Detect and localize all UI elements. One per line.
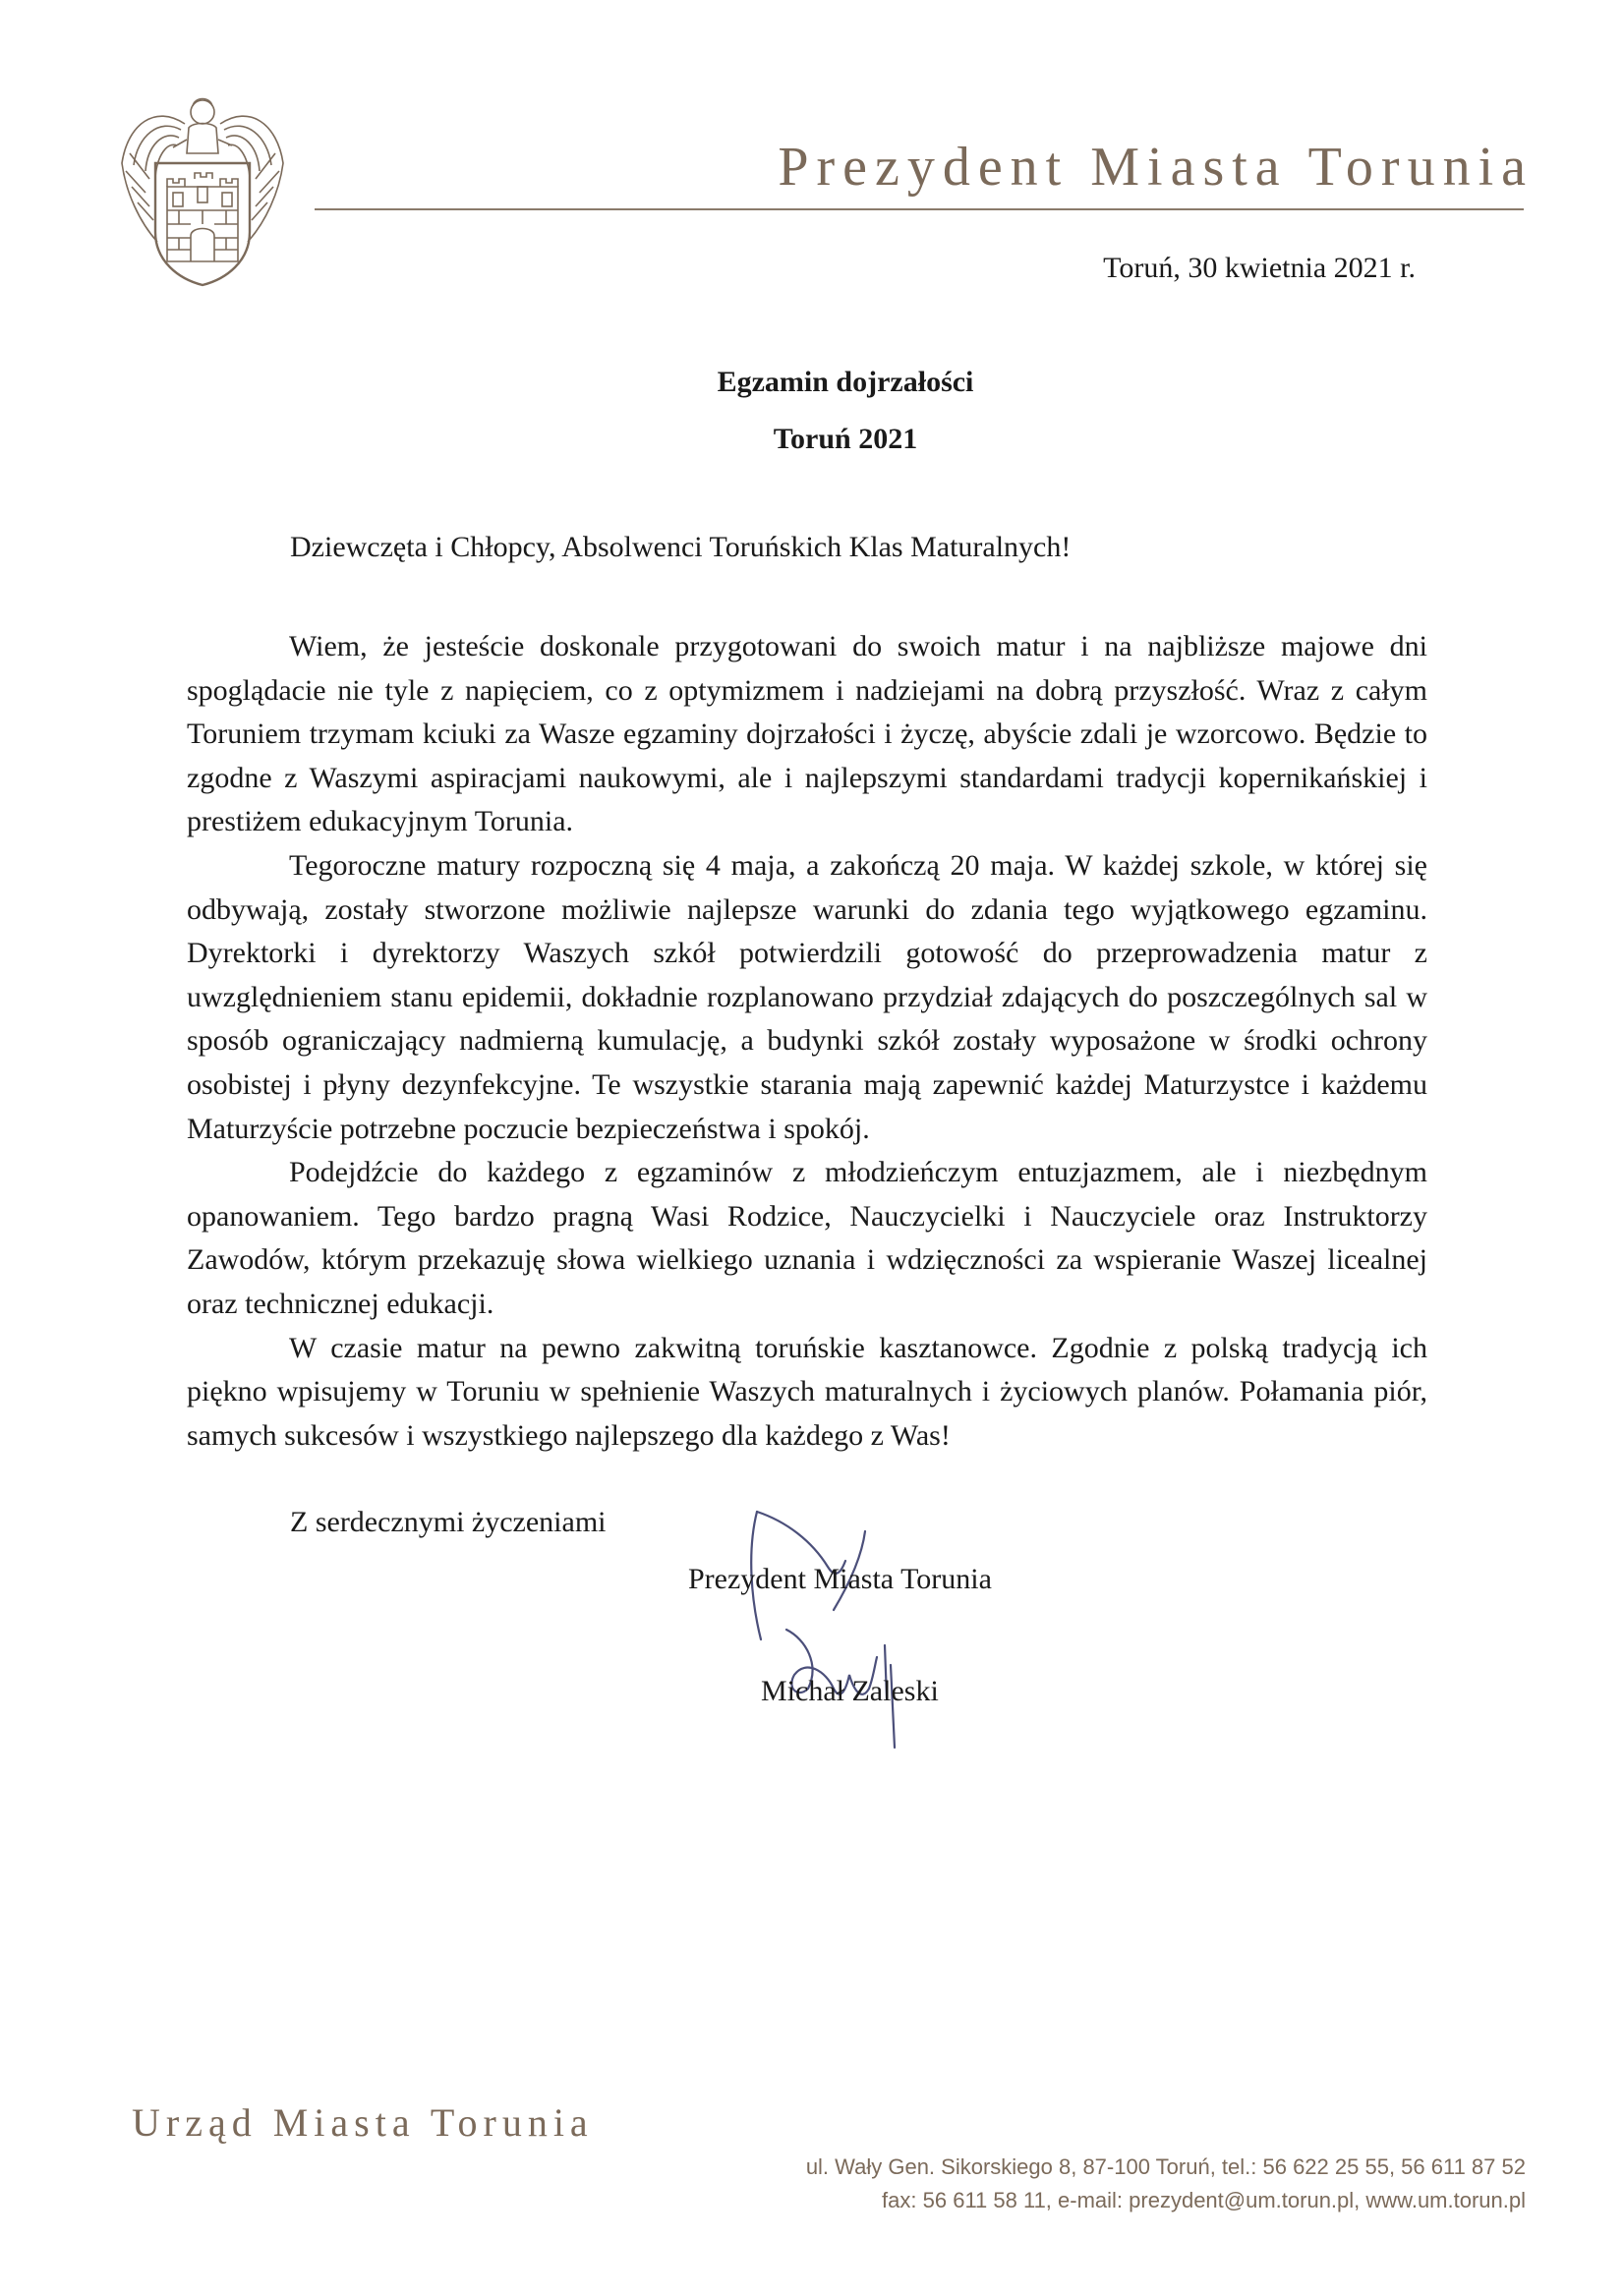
address-line: ul. Wały Gen. Sikorskiego 8, 87-100 Toruń, tel.: 56 622 25 55, 56 611 87 52	[805, 2154, 1526, 2179]
signer-title: Prezydent Miasta Torunia	[688, 1563, 992, 1595]
body-paragraph: W czasie matur na pewno zakwitną toruńskie kasztanowce. Zgodnie z polską tradycją ich piękno wpisujemy w Toruniu w spełnienie Waszych maturalnych i życiowych planów. Połamania piór, samych sukcesów i wszystkiego najlepszego dla każdego z Was!	[187, 1331, 1427, 1452]
closing: Z serdecznymi życzeniami	[290, 1506, 607, 1538]
torun-coat-of-arms-icon	[116, 85, 289, 291]
letter-body	[187, 625, 1427, 1458]
signer-name: Michał Zaleski	[761, 1675, 939, 1707]
body-paragraph: Podejdźcie do każdego z egzaminów z młodzieńczym entuzjazmem, ale i niezbędnym opanowaniem. Tego bardzo pragną Wasi Rodzice, Nauczycielki i Nauczyciele oraz Instruktorzy Zawodów, którym przekazuję słowa wielkiego uznania i wdzięczności za wspieranie Waszej licealnej oraz technicznej edukacji.	[187, 1156, 1427, 1320]
office-name: Urząd Miasta Torunia	[132, 2100, 594, 2145]
salutation: Dziewczęta i Chłopcy, Absolwenci Toruńskich Klas Maturalnych!	[290, 531, 1072, 563]
signature-icon	[718, 1492, 973, 1757]
body-paragraph: Tegoroczne matury rozpoczną się 4 maja, a zakończą 20 maja. W każdej szkole, w której się odbywają, zostały stworzone możliwie najlepsze warunki do zdania tego wyjątkowego egzaminu. Dyrektorki i dyrektorzy Waszych szkół potwierdzili gotowość do przeprowadzenia matur z uwzględnieniem stanu epidemii, dokładnie rozplanowano przydział zdających do poszczególnych sal w sposób ograniczający nadmierną kumulację, a budynki szkół zostały wyposażone w środki ochrony osobistej i płyny dezynfekcyjne. Te wszystkie starania mają zapewnić każdej Maturzystce i każdemu Maturzyście potrzebne poczucie bezpieczeństwa i spokój.	[187, 848, 1427, 1145]
org-title: Prezydent Miasta Torunia	[778, 137, 1534, 198]
body-paragraph: Wiem, że jesteście doskonale przygotowani do swoich matur i na najbliższe majowe dni spoglądacie nie tyle z napięciem, co z optymizmem i nadziejami na dobrą przyszłość. Wraz z całym Toruniem trzymam kciuki za Wasze egzaminy dojrzałości i życzę, abyście zdali je wzorcowo. Będzie to zgodne z Waszymi aspiracjami naukowymi, ale i najlepszymi standardami tradycji kopernikańskiej i prestiżem edukacyjnym Torunia.	[187, 630, 1427, 838]
letter-date: Toruń, 30 kwietnia 2021 r.	[1103, 252, 1416, 284]
header-divider	[315, 208, 1524, 210]
subject-line-1: Egzamin dojrzałości	[717, 366, 974, 398]
contact-line: fax: 56 611 58 11, e-mail: prezydent@um.torun.pl, www.um.torun.pl	[882, 2188, 1526, 2212]
subject-line-2: Toruń 2021	[773, 423, 918, 455]
